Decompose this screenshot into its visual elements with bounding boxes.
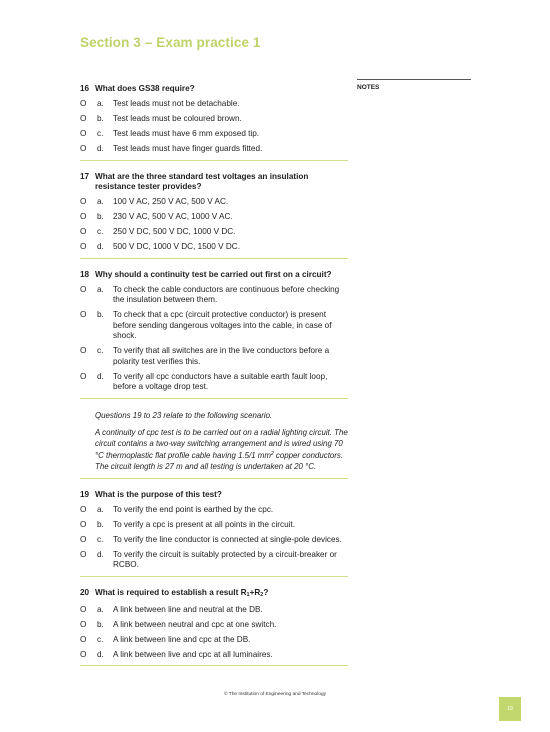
- question-number: 20: [80, 587, 90, 597]
- answer-option-c[interactable]: [80, 129, 348, 140]
- option-letter: a.: [97, 604, 104, 614]
- answer-option-a[interactable]: [80, 605, 348, 616]
- answer-option-d[interactable]: [80, 650, 348, 661]
- answer-circle[interactable]: O: [80, 212, 87, 221]
- answer-circle[interactable]: O: [80, 619, 87, 629]
- question-number: 17: [80, 171, 90, 181]
- answer-option-d[interactable]: [80, 372, 348, 393]
- option-text: Test leads must not be detachable.: [113, 99, 240, 108]
- answer-circle[interactable]: O: [80, 129, 87, 138]
- question-17: [80, 172, 348, 253]
- option-text: To verify all cpc conductors have a suitable earth fault loop, before a voltage drop test.: [113, 371, 328, 391]
- option-text: 230 V AC, 500 V AC, 1000 V AC.: [113, 212, 233, 221]
- option-text: Test leads must have 6 mm exposed tip.: [113, 129, 260, 138]
- option-letter: b.: [97, 619, 104, 629]
- page-number: 19: [499, 697, 521, 721]
- answer-option-b[interactable]: [80, 114, 348, 125]
- option-letter: d.: [97, 371, 104, 381]
- option-text: A link between live and cpc at all luminaires.: [113, 649, 273, 659]
- answer-circle[interactable]: O: [80, 649, 87, 659]
- answer-option-c[interactable]: [80, 635, 348, 646]
- answer-circle[interactable]: O: [80, 504, 87, 514]
- question-20: [80, 588, 348, 661]
- answer-option-a[interactable]: [80, 285, 348, 306]
- answer-option-b[interactable]: [80, 310, 348, 342]
- option-letter: d.: [97, 549, 104, 559]
- answer-option-d[interactable]: [80, 550, 348, 571]
- answer-option-b[interactable]: [80, 212, 348, 223]
- answer-circle[interactable]: O: [80, 227, 87, 236]
- question-divider: [80, 398, 348, 399]
- answer-option-d[interactable]: [80, 242, 348, 253]
- option-letter: d.: [97, 144, 104, 153]
- option-text: To check that a cpc (circuit protective conductor) is present before sending dangerous voltages into the cable, in case of shock.: [113, 310, 332, 340]
- option-text: A link between line and neutral at the DB.: [113, 604, 263, 614]
- question-text: What is required to establish a result R1+R2?: [95, 587, 269, 598]
- option-letter: b.: [97, 212, 104, 221]
- answer-option-c[interactable]: [80, 227, 348, 238]
- answer-circle[interactable]: O: [80, 549, 87, 559]
- option-text: To verify that all switches are in the live conductors before a polarity test verifies this.: [113, 346, 330, 366]
- answer-circle[interactable]: O: [80, 519, 87, 529]
- option-letter: b.: [97, 114, 104, 123]
- question-divider: [80, 160, 348, 161]
- option-text: To verify the end point is earthed by the cpc.: [113, 504, 274, 514]
- option-letter: a.: [97, 504, 104, 514]
- answer-circle[interactable]: O: [80, 197, 87, 206]
- option-letter: c.: [97, 227, 104, 236]
- question-text: Why should a continuity test be carried out first on a circuit?: [95, 269, 332, 279]
- answer-option-a[interactable]: [80, 505, 348, 516]
- option-letter: d.: [97, 649, 104, 659]
- option-text: A link between neutral and cpc at one switch.: [113, 619, 277, 629]
- answer-circle[interactable]: O: [80, 144, 87, 153]
- option-letter: a.: [97, 197, 104, 206]
- question-divider: [80, 478, 348, 479]
- option-text: To verify the line conductor is connected at single-pole devices.: [113, 534, 342, 544]
- question-text: What does GS38 require?: [95, 84, 195, 93]
- question-text: What is the purpose of this test?: [95, 489, 222, 499]
- answer-option-b[interactable]: [80, 520, 348, 531]
- option-letter: b.: [97, 519, 104, 529]
- footer-copyright: © The Institution of Engineering and Technology: [223, 692, 327, 697]
- answer-circle[interactable]: O: [80, 114, 87, 123]
- question-divider: [80, 258, 348, 259]
- answer-circle[interactable]: O: [80, 242, 87, 251]
- option-text: Test leads must have finger guards fitted.: [113, 144, 263, 153]
- option-text: 500 V DC, 1000 V DC, 1500 V DC.: [113, 242, 240, 251]
- option-letter: c.: [97, 534, 104, 544]
- option-letter: c.: [97, 346, 104, 355]
- question-number: 19: [80, 489, 90, 499]
- answer-circle[interactable]: O: [80, 604, 87, 614]
- question-number: 18: [80, 269, 90, 279]
- option-letter: a.: [97, 99, 104, 108]
- option-letter: c.: [97, 634, 104, 644]
- question-number: 16: [80, 84, 90, 93]
- section-title: Section 3 – Exam practice 1: [80, 35, 261, 50]
- answer-circle[interactable]: O: [80, 310, 87, 319]
- option-text: To verify a cpc is present at all points in the circuit.: [113, 519, 296, 529]
- option-letter: a.: [97, 284, 104, 294]
- answer-circle[interactable]: O: [80, 99, 87, 108]
- option-text: A link between line and cpc at the DB.: [113, 634, 251, 644]
- answer-circle[interactable]: O: [80, 284, 87, 294]
- scenario-text: A continuity of cpc test is to be carried out on a radial lighting circuit. The circuit contains a two-way switching arrangement and is wired using 70 °C thermoplastic flat profile cable having 1.5/1 $mm^2$ copper conductors. The circuit length is 27 m and all testing is undertaken at 20 °C.: [95, 427, 348, 472]
- answer-option-b[interactable]: [80, 620, 348, 631]
- question-divider: [80, 576, 348, 577]
- option-letter: b.: [97, 310, 104, 319]
- question-16: [80, 84, 348, 155]
- question-divider: [80, 665, 348, 666]
- answer-option-c[interactable]: [80, 346, 348, 367]
- questions-column: [80, 84, 348, 677]
- question-text: What are the three standard test voltages an insulation resistance tester provides?: [95, 171, 309, 191]
- answer-circle[interactable]: O: [80, 346, 87, 355]
- option-text: Test leads must be coloured brown.: [113, 114, 242, 123]
- option-text: To check the cable conductors are continuous before checking the insulation between them.: [113, 284, 340, 304]
- answer-circle[interactable]: O: [80, 634, 87, 644]
- question-19: [80, 490, 348, 571]
- question-18: [80, 270, 348, 393]
- option-letter: c.: [97, 129, 104, 138]
- option-text: 100 V AC, 250 V AC, 500 V AC.: [113, 197, 229, 206]
- scenario-intro: Questions 19 to 23 relate to the following scenario.: [95, 410, 273, 420]
- option-letter: d.: [97, 242, 104, 251]
- answer-circle[interactable]: O: [80, 534, 87, 544]
- answer-option-c[interactable]: [80, 535, 348, 546]
- option-text: To verify the circuit is suitably protected by a circuit-breaker or RCBO.: [113, 549, 337, 570]
- answer-circle[interactable]: O: [80, 371, 87, 381]
- answer-option-a[interactable]: [80, 99, 348, 110]
- scenario-block: [80, 410, 348, 473]
- answer-option-a[interactable]: [80, 197, 348, 208]
- option-text: 250 V DC, 500 V DC, 1000 V DC.: [113, 227, 236, 236]
- notes-rule: [357, 79, 471, 80]
- notes-label: NOTES: [357, 84, 380, 91]
- answer-option-d[interactable]: [80, 144, 348, 155]
